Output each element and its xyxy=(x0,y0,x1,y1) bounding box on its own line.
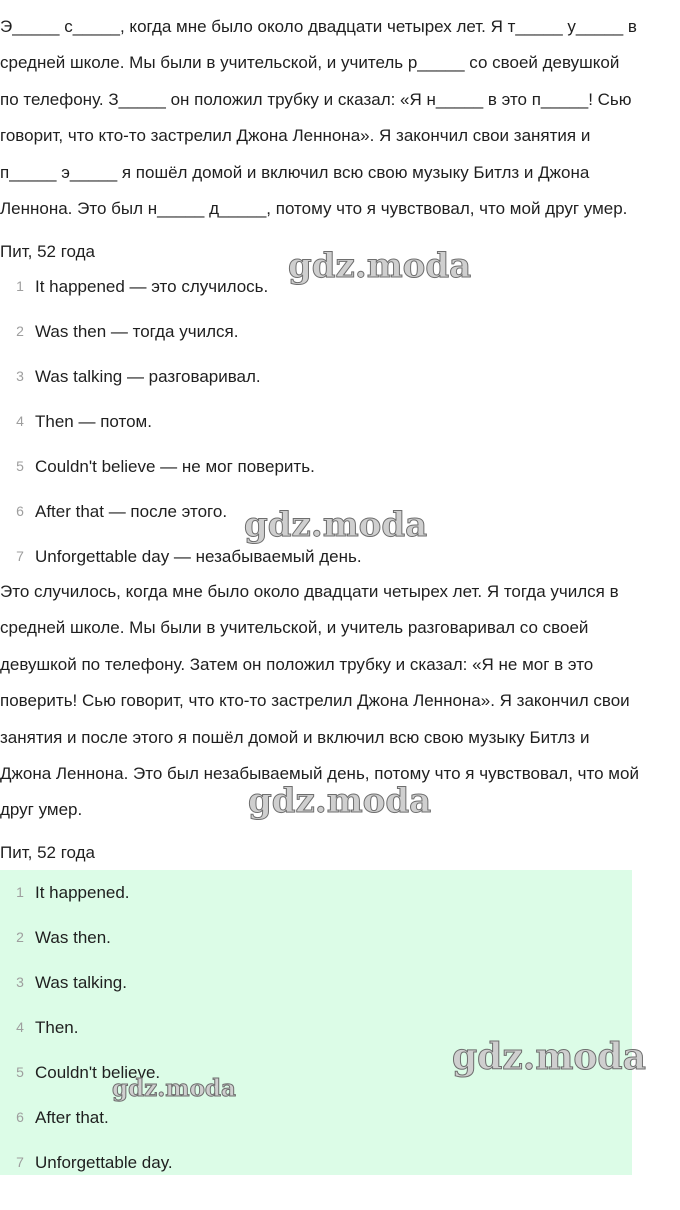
item-text: After that. xyxy=(35,1108,109,1127)
item-text: Unforgettable day — незабываемый день. xyxy=(35,547,362,566)
full-text: Это случилось, когда мне было около двадцати четырех лет. Я тогда учился в средней школе. Мы были в учительской, и учитель разговаривал со своей девушкой по телефону. Затем он положил трубку и сказал: «Я не мог в это поверить! Сью говорит, что кто-то застрелил Джона Леннона». Я закончил свои занятия и после этого я пошёл домой и включил всю свою музыку Битлз и Джона Леннона. Это был незабываемый день, потому что я чувствовал, что мой друг умер. xyxy=(0,582,639,820)
list-item xyxy=(0,915,632,960)
item-text: Unforgettable day. xyxy=(35,1153,173,1172)
item-text: It happened. xyxy=(35,883,130,902)
item-number: 1 xyxy=(16,884,24,900)
item-number: 2 xyxy=(16,323,24,339)
list-item xyxy=(0,399,632,444)
item-number: 6 xyxy=(16,503,24,519)
item-number: 1 xyxy=(16,278,24,294)
item-number: 3 xyxy=(16,974,24,990)
list-item xyxy=(0,1095,632,1140)
list-item xyxy=(0,354,632,399)
item-text: Was talking — разговаривал. xyxy=(35,367,261,386)
watermark-logo: gdz.moda xyxy=(452,1036,646,1078)
caption-author: Пит, 52 года xyxy=(0,242,95,261)
answers-with-translation-list xyxy=(0,264,632,579)
item-text: Was talking. xyxy=(35,973,127,992)
watermark-logo: gdz.moda xyxy=(288,246,472,286)
list-item xyxy=(0,870,632,915)
list-item xyxy=(0,1005,632,1050)
item-text: Was then. xyxy=(35,928,111,947)
item-number: 3 xyxy=(16,368,24,384)
caption-author: Пит, 52 года xyxy=(0,843,95,862)
watermark-logo: gdz.moda xyxy=(244,505,428,545)
item-number: 5 xyxy=(16,458,24,474)
item-text: Couldn't believe. xyxy=(35,1063,161,1082)
item-number: 7 xyxy=(16,1154,24,1170)
list-item xyxy=(0,489,632,534)
item-text: Then — потом. xyxy=(35,412,152,431)
list-item xyxy=(0,534,632,579)
list-item xyxy=(0,444,632,489)
list-item xyxy=(0,264,632,309)
item-number: 6 xyxy=(16,1109,24,1125)
item-number: 4 xyxy=(16,413,24,429)
watermark-logo: gdz.moda xyxy=(112,1075,236,1102)
item-text: After that — после этого. xyxy=(35,502,228,521)
item-text: Couldn't believe — не мог поверить. xyxy=(35,457,315,476)
item-number: 5 xyxy=(16,1064,24,1080)
item-text: Was then — тогда учился. xyxy=(35,322,239,341)
item-number: 4 xyxy=(16,1019,24,1035)
item-number: 2 xyxy=(16,929,24,945)
list-item xyxy=(0,960,632,1005)
item-text: Then. xyxy=(35,1018,79,1037)
watermark-logo: gdz.moda xyxy=(248,781,432,821)
list-item xyxy=(0,1050,632,1095)
answers-list xyxy=(0,870,632,1175)
list-item xyxy=(0,309,632,354)
item-text: It happened — это случилось. xyxy=(35,277,269,296)
list-item xyxy=(0,1140,632,1185)
item-number: 7 xyxy=(16,548,24,564)
gapped-text: Э_____ с_____, когда мне было около двадцати четырех лет. Я т_____ у_____ в средней школе. Мы были в учительской, и учитель р_____ со своей девушкой по телефону. З_____ он положил трубку и сказал: «Я н_____ в это п_____! Сью говорит, что кто-то застрелил Джона Леннона». Я закончил свои занятия и п_____ э_____ я пошёл домой и включил всю свою музыку Битлз и Джона Леннона. Это был н_____ д_____, потому что я чувствовал, что мой друг умер. xyxy=(0,17,637,219)
